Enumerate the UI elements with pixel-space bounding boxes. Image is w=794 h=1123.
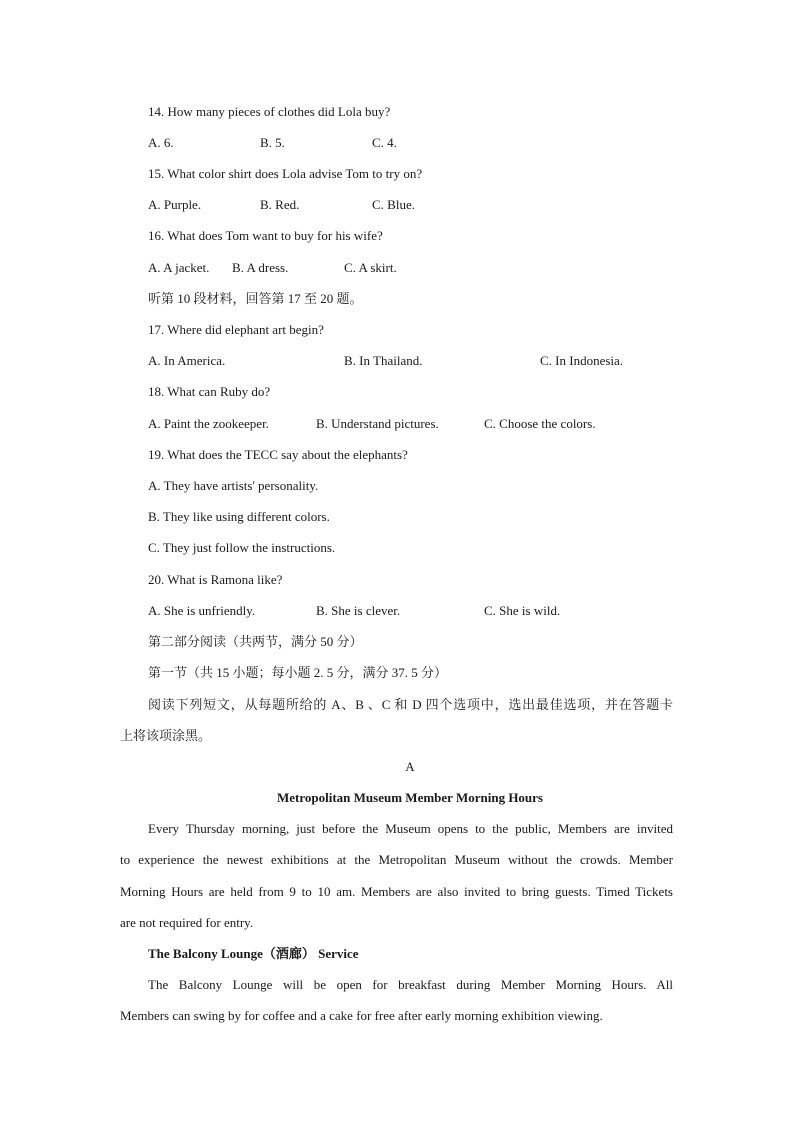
option-20-c: C. She is wild. [484, 603, 561, 618]
question-16: 16. What does Tom want to buy for his wife? [148, 228, 383, 243]
option-18-c: C. Choose the colors. [484, 416, 596, 431]
option-17-b: B. In Thailand. [344, 353, 423, 368]
option-16-a: A. A jacket. [148, 260, 210, 275]
option-20-b: B. She is clever. [316, 603, 401, 618]
option-18-b: B. Understand pictures. [316, 416, 439, 431]
question-17: 17. Where did elephant art begin? [148, 322, 324, 337]
paragraph-line: The Balcony Lounge will be open for breakfast during Member Morning Hours. All [148, 977, 673, 992]
reading-instruction: 阅读下列短文，从每题所给的 A、B 、C 和 D 四个选项中，选出最佳选项，并在答题卡 [148, 697, 673, 712]
option-14-a: A. 6. [148, 135, 174, 150]
option-19-c: C. They just follow the instructions. [148, 540, 336, 555]
option-17-a: A. In America. [148, 353, 226, 368]
question-19: 19. What does the TECC say about the elephants? [148, 447, 408, 462]
paragraph-line: Morning Hours are held from 9 to 10 am. Members are also invited to bring guests. Timed Tickets [120, 884, 673, 899]
option-14-c: C. 4. [372, 135, 397, 150]
option-17-c: C. In Indonesia. [540, 353, 624, 368]
reading-instruction-cont: 上将该项涂黑。 [120, 728, 212, 743]
option-18-a: A. Paint the zookeeper. [148, 416, 269, 431]
section-title: 第一节（共 15 小题；每小题 2. 5 分，满分 37. 5 分） [148, 665, 448, 680]
option-16-c: C. A skirt. [344, 260, 397, 275]
option-14-b: B. 5. [260, 135, 285, 150]
listening-instruction: 听第 10 段材料，回答第 17 至 20 题。 [148, 291, 363, 306]
option-15-a: A. Purple. [148, 197, 202, 212]
passage-letter: A [405, 759, 415, 774]
subheading: The Balcony Lounge（酒廊） Service [148, 946, 359, 961]
option-16-b: B. A dress. [232, 260, 289, 275]
question-14: 14. How many pieces of clothes did Lola buy? [148, 104, 391, 119]
option-15-b: B. Red. [260, 197, 300, 212]
passage-title: Metropolitan Museum Member Morning Hours [277, 790, 543, 805]
paragraph-line: Members can swing by for coffee and a cake for free after early morning exhibition viewing. [120, 1008, 603, 1023]
option-19-b: B. They like using different colors. [148, 509, 330, 524]
paragraph-line: Every Thursday morning, just before the Museum opens to the public, Members are invited [148, 821, 673, 836]
option-15-c: C. Blue. [372, 197, 415, 212]
paragraph-line: to experience the newest exhibitions at the Metropolitan Museum without the crowds. Member [120, 852, 673, 867]
question-15: 15. What color shirt does Lola advise Tom to try on? [148, 166, 423, 181]
option-19-a: A. They have artists' personality. [148, 478, 319, 493]
question-18: 18. What can Ruby do? [148, 384, 271, 399]
part-title: 第二部分阅读（共两节，满分 50 分） [148, 634, 363, 649]
paragraph-line: are not required for entry. [120, 915, 254, 930]
question-20: 20. What is Ramona like? [148, 572, 283, 587]
option-20-a: A. She is unfriendly. [148, 603, 256, 618]
